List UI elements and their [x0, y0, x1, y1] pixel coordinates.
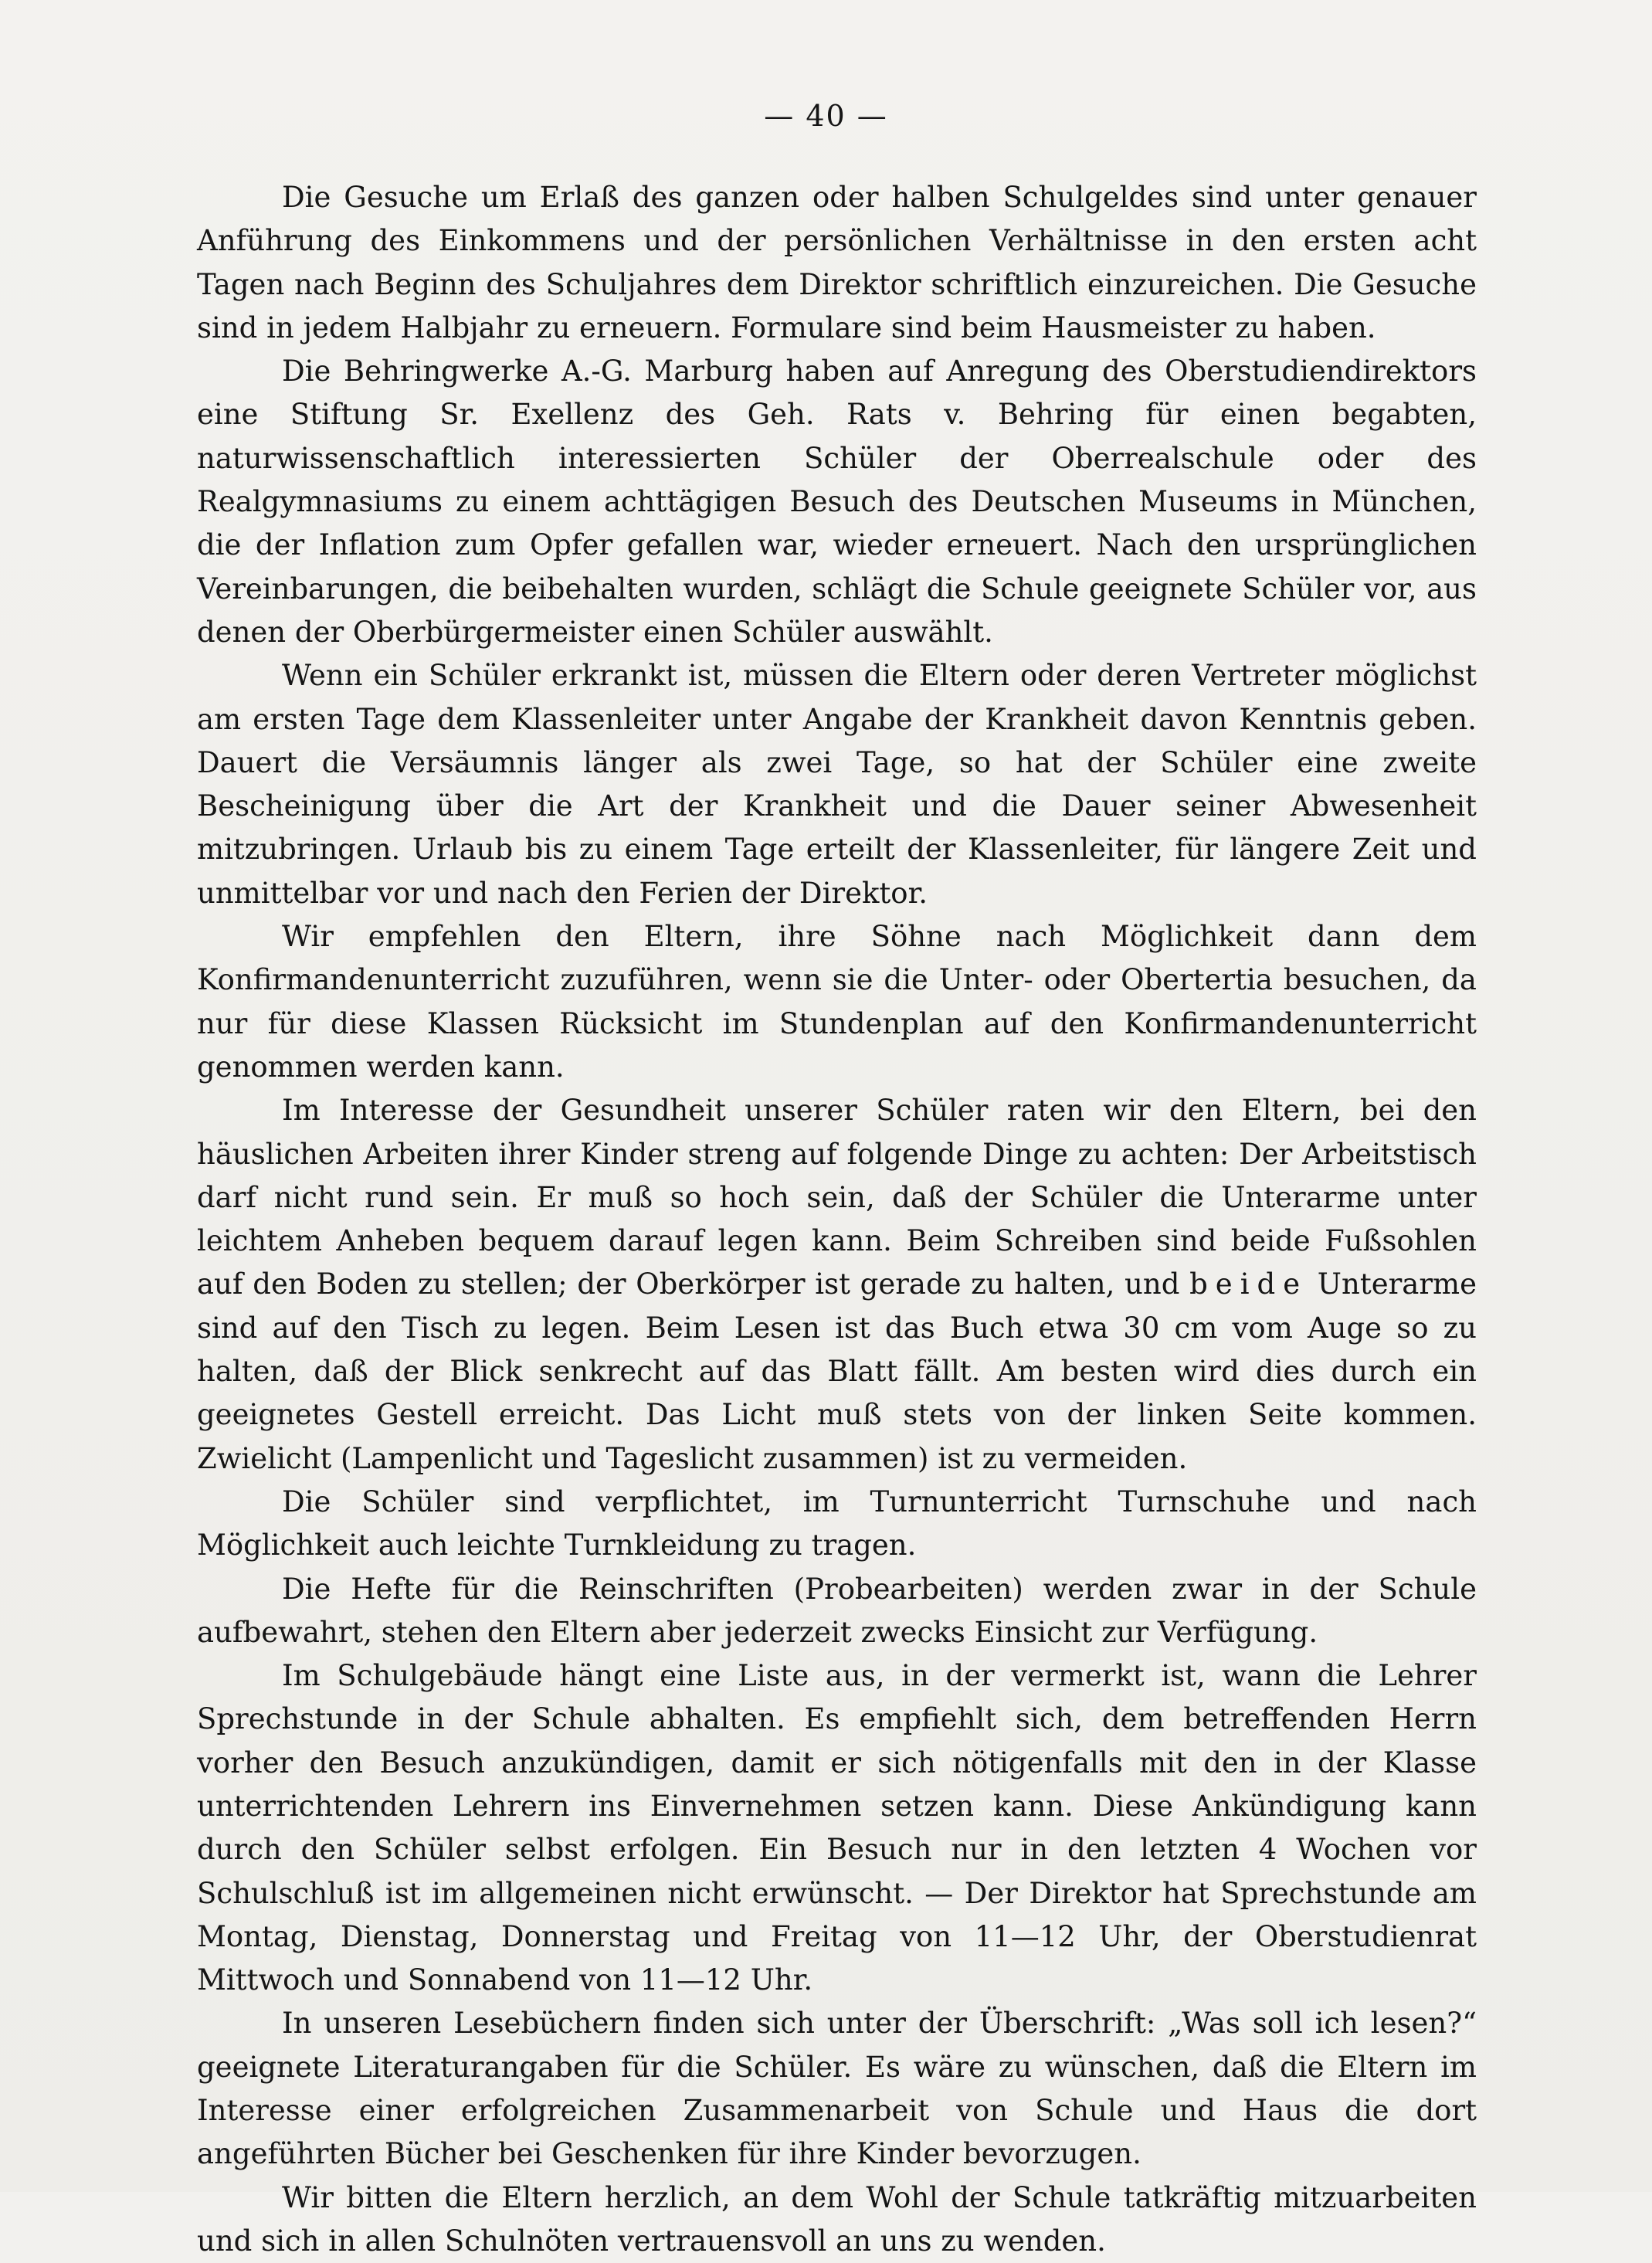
paragraph-health-desk-emphasis: beide [1189, 1267, 1308, 1301]
paragraph-closing-request: Wir bitten die Eltern herzlich, an dem Wohl der Schule tatkräftig mitzuarbeiten und sich in allen Schulnöten vertrauensvoll an uns zu wenden. [197, 2180, 1477, 2258]
paragraph-reading-list: In unseren Lesebüchern finden sich unter der Überschrift: „Was soll ich lesen?“ geeignete Literaturangaben für die Schüler. Es wäre zu wünschen, daß die Eltern im Interesse einer erfolgreichen Zusammenarbeit von Schule und Haus die dort angeführten Bücher bei Geschenken für ihre Kinder bevorzugen. [197, 2007, 1477, 2171]
body-text [197, 176, 1477, 2263]
paragraph-exercise-books: Die Hefte für die Reinschriften (Probearbeiten) werden zwar in der Schule aufbewahrt, stehen den Eltern aber jederzeit zwecks Einsicht zur Verfügung. [197, 1572, 1477, 1649]
paragraph-consultation-hours: Im Schulgebäude hängt eine Liste aus, in der vermerkt ist, wann die Lehrer Sprechstunde in der Schule abhalten. Es empfiehlt sich, dem betreffenden Herrn vorher den Besuch anzukündigen, damit er sich nötigenfalls mit den in der Klasse unterrichtenden Lehrern ins Einvernehmen setzen kann. Diese Ankündigung kann durch den Schüler selbst erfolgen. Ein Besuch nur in den letzten 4 Wochen vor Schulschluß ist im allgemeinen nicht erwünscht. — Der Direktor hat Sprechstunde am Montag, Dienstag, Donnerstag und Freitag von 11—12 Uhr, der Oberstudienrat Mittwoch und Sonnabend von 11—12 Uhr. [197, 1659, 1477, 1997]
paragraph-illness-absence: Wenn ein Schüler erkrankt ist, müssen die Eltern oder deren Vertreter möglichst am ersten Tage dem Klassenleiter unter Angabe der Krankheit davon Kenntnis geben. Dauert die Versäumnis länger als zwei Tage, so hat der Schüler eine zweite Bescheinigung über die Art der Krankheit und die Dauer seiner Abwesenheit mitzubringen. Urlaub bis zu einem Tage erteilt der Klassenleiter, für längere Zeit und unmittelbar vor und nach den Ferien der Direktor. [197, 659, 1477, 910]
page-number: — 40 — [764, 99, 888, 133]
paragraph-health-desk-text-2: Unterarme sind auf den Tisch zu legen. Beim Lesen ist das Buch etwa 30 cm vom Auge so zu halten, daß der Blick senkrecht auf das Blatt fällt. Am besten wird dies durch ein geeignetes Gestell erreicht. Das Licht muß stets von der linken Seite kommen. Zwielicht (Lampenlicht und Tageslicht zusammen) ist zu vermeiden. [197, 1267, 1477, 1475]
paragraph-school-fee-waiver: Die Gesuche um Erlaß des ganzen oder halben Schulgeldes sind unter genauer Anführung des Einkommens und der persönlichen Verhältnisse in den ersten acht Tagen nach Beginn des Schuljahres dem Direktor schriftlich einzureichen. Die Gesuche sind in jedem Halbjahr zu erneuern. Formulare sind beim Hausmeister zu haben. [197, 181, 1477, 344]
paragraph-health-desk [197, 1089, 1477, 1481]
paragraph-health-desk-text-1: Im Interesse der Gesundheit unserer Schüler raten wir den Eltern, bei den häuslichen Arbeiten ihrer Kinder streng auf folgende Dinge zu achten: Der Arbeitstisch darf nicht rund sein. Er muß so hoch sein, daß der Schüler die Unterarme unter leichtem Anheben bequem darauf legen kann. Beim Schreiben sind beide Fußsohlen auf den Boden zu stellen; der Oberkörper ist gerade zu halten, und [197, 1094, 1477, 1301]
paragraph-gym-clothing: Die Schüler sind verpflichtet, im Turnunterricht Turnschuhe und nach Möglichkeit auch leichte Turnkleidung zu tragen. [197, 1484, 1477, 1562]
paragraph-confirmation-class: Wir empfehlen den Eltern, ihre Söhne nach Möglichkeit dann dem Konfirmandenunterricht zuzuführen, wenn sie die Unter- oder Obertertia besuchen, da nur für diese Klassen Rücksicht im Stundenplan auf den Konfirmandenunterricht genommen werden kann. [197, 920, 1477, 1084]
paragraph-behring-foundation: Die Behringwerke A.-G. Marburg haben auf Anregung des Oberstudiendirektors eine Stiftung Sr. Exellenz des Geh. Rats v. Behring für einen begabten, naturwissenschaftlich interessierten Schüler der Oberrealschule oder des Realgymnasiums zu einem achttägigen Besuch des Deutschen Museums in München, die der Inflation zum Opfer gefallen war, wieder erneuert. Nach den ursprünglichen Vereinbarungen, die beibehalten wurden, schlägt die Schule geeignete Schüler vor, aus denen der Oberbürgermeister einen Schüler auswählt. [197, 355, 1477, 649]
